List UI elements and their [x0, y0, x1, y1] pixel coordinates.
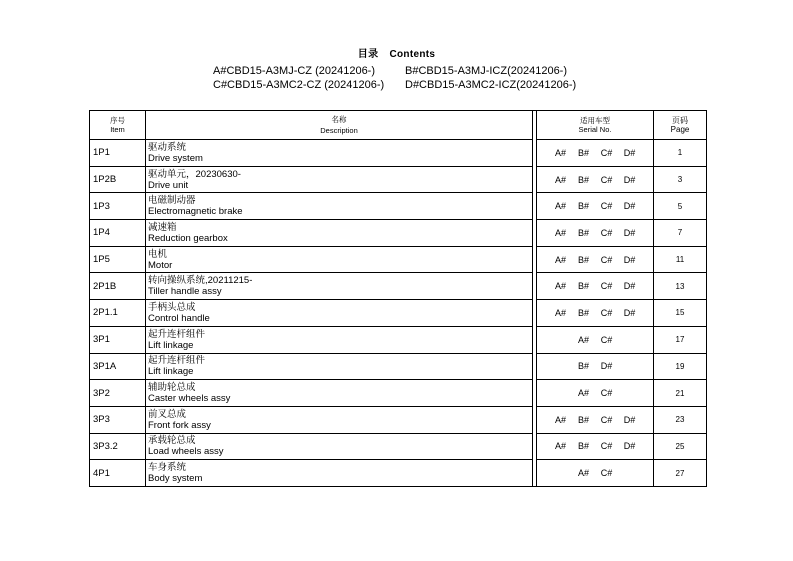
serial-code: A#	[554, 227, 566, 238]
table-row	[90, 273, 707, 300]
serial-code: B#	[577, 414, 589, 425]
table-row	[90, 406, 707, 433]
table-row	[90, 353, 707, 380]
description-cn: 辅助轮总成	[148, 382, 196, 394]
serial-code: B#	[577, 147, 589, 158]
item-number: 3P2	[90, 380, 146, 407]
serial-numbers	[537, 166, 654, 193]
serial-code: C#	[600, 388, 613, 399]
serial-code: A#	[554, 174, 566, 185]
page-number[interactable]: 13	[654, 273, 707, 300]
serial-code: A#	[554, 254, 566, 265]
serial-code: D#	[623, 174, 636, 185]
description	[146, 433, 533, 460]
description	[146, 460, 533, 487]
page-number[interactable]: 1	[654, 140, 707, 167]
header-page-cn: 页码	[672, 116, 688, 125]
description-en: Reduction gearbox	[148, 232, 228, 244]
serial-code: B#	[577, 254, 589, 265]
model-c: C#CBD15-A3MC2-CZ (20241206-)	[213, 79, 385, 91]
item-number: 3P1A	[90, 353, 146, 380]
table-row	[90, 326, 707, 353]
serial-code: B#	[577, 201, 589, 212]
contents-table	[89, 110, 707, 487]
serial-numbers	[537, 300, 654, 327]
item-number: 2P1.1	[90, 300, 146, 327]
description	[146, 193, 533, 220]
item-number: 4P1	[90, 460, 146, 487]
serial-numbers	[537, 193, 654, 220]
serial-code: B#	[577, 441, 589, 452]
serial-code: C#	[600, 227, 613, 238]
table-row	[90, 460, 707, 487]
item-number: 2P1B	[90, 273, 146, 300]
serial-numbers	[537, 406, 654, 433]
page-number[interactable]: 15	[654, 300, 707, 327]
table-row	[90, 140, 707, 167]
title-en: Contents	[389, 49, 436, 60]
serial-code: C#	[600, 254, 613, 265]
table-row	[90, 220, 707, 247]
item-number: 1P2B	[90, 166, 146, 193]
serial-code: D#	[623, 227, 636, 238]
serial-code: A#	[554, 281, 566, 292]
page-number[interactable]: 11	[654, 246, 707, 273]
serial-code: A#	[577, 334, 589, 345]
serial-code: A#	[577, 388, 589, 399]
description-en: Caster wheels assy	[148, 393, 231, 405]
table-row	[90, 246, 707, 273]
serial-code: C#	[600, 281, 613, 292]
serial-code: D#	[623, 307, 636, 318]
page-number[interactable]: 5	[654, 193, 707, 220]
description	[146, 220, 533, 247]
header-page-en: Page	[670, 125, 690, 134]
description	[146, 246, 533, 273]
table-row	[90, 433, 707, 460]
model-b: B#CBD15-A3MJ-ICZ(20241206-)	[405, 65, 568, 77]
serial-numbers	[537, 460, 654, 487]
serial-code: D#	[623, 281, 636, 292]
serial-code: A#	[554, 414, 566, 425]
page-number[interactable]: 21	[654, 380, 707, 407]
header-serial	[537, 111, 654, 140]
description	[146, 300, 533, 327]
header-description	[146, 111, 533, 140]
description	[146, 380, 533, 407]
serial-code: D#	[600, 361, 613, 372]
description	[146, 273, 533, 300]
description-cn: 承载轮总成	[148, 435, 196, 447]
serial-code: B#	[577, 174, 589, 185]
description-en: Tiller handle assy	[148, 286, 222, 298]
serial-code: C#	[600, 147, 613, 158]
header-item	[90, 111, 146, 140]
description-cn: 车身系统	[148, 462, 187, 474]
description	[146, 406, 533, 433]
serial-code: A#	[554, 441, 566, 452]
description	[146, 326, 533, 353]
page-number[interactable]: 17	[654, 326, 707, 353]
header-item-en: Item	[110, 125, 125, 134]
serial-code: C#	[600, 414, 613, 425]
description-cn: 电机	[148, 248, 168, 260]
description-en: Drive system	[148, 152, 203, 164]
serial-code: A#	[554, 201, 566, 212]
description	[146, 353, 533, 380]
description-en: Electromagnetic brake	[148, 206, 243, 218]
header-serial-cn: 适用车型	[580, 116, 610, 125]
header-item-cn: 序号	[110, 116, 125, 125]
description-en: Body system	[148, 473, 203, 485]
description	[146, 166, 533, 193]
serial-code: C#	[600, 307, 613, 318]
description-cn: 驱动单元，20230630-	[148, 168, 241, 180]
description-en: Lift linkage	[148, 339, 194, 351]
description-en: Control handle	[148, 312, 210, 324]
description-cn: 起升连杆组件	[148, 328, 206, 340]
item-number: 3P1	[90, 326, 146, 353]
serial-numbers	[537, 380, 654, 407]
page-number[interactable]: 23	[654, 406, 707, 433]
serial-code: D#	[623, 201, 636, 212]
description-cn: 前叉总成	[148, 408, 187, 420]
description-en: Load wheels assy	[148, 446, 224, 458]
serial-numbers	[537, 140, 654, 167]
header-serial-en: Serial No.	[578, 125, 612, 134]
serial-code: A#	[577, 468, 589, 479]
description	[146, 140, 533, 167]
description-en: Lift linkage	[148, 366, 194, 378]
model-row	[213, 64, 593, 78]
serial-code: B#	[577, 361, 589, 372]
item-number: 1P4	[90, 220, 146, 247]
serial-code: B#	[577, 307, 589, 318]
serial-code: A#	[554, 307, 566, 318]
item-number: 3P3	[90, 406, 146, 433]
serial-numbers	[537, 353, 654, 380]
title-cn: 目录	[357, 49, 379, 60]
table-row	[90, 380, 707, 407]
header-desc-en: Description	[320, 126, 358, 135]
serial-code: D#	[623, 254, 636, 265]
page-number[interactable]: 27	[654, 460, 707, 487]
page-number[interactable]: 3	[654, 166, 707, 193]
model-a: A#CBD15-A3MJ-CZ (20241206-)	[213, 65, 376, 77]
serial-numbers	[537, 326, 654, 353]
description-cn: 驱动系统	[148, 141, 187, 153]
serial-code: D#	[623, 441, 636, 452]
serial-numbers	[537, 433, 654, 460]
model-row	[213, 78, 593, 92]
serial-code: B#	[577, 227, 589, 238]
serial-numbers	[537, 273, 654, 300]
description-cn: 电磁制动器	[148, 195, 196, 207]
serial-numbers	[537, 220, 654, 247]
serial-numbers	[537, 246, 654, 273]
serial-code: D#	[623, 414, 636, 425]
item-number: 3P3.2	[90, 433, 146, 460]
item-number: 1P5	[90, 246, 146, 273]
page-number[interactable]: 7	[654, 220, 707, 247]
table-header-row	[90, 111, 707, 140]
serial-code: C#	[600, 201, 613, 212]
page-number[interactable]: 25	[654, 433, 707, 460]
model-list	[213, 64, 593, 92]
item-number: 1P1	[90, 140, 146, 167]
serial-code: A#	[554, 147, 566, 158]
header-desc-cn: 名称	[331, 115, 347, 124]
serial-code: C#	[600, 468, 613, 479]
model-d: D#CBD15-A3MC2-ICZ(20241206-)	[405, 79, 577, 91]
table-row	[90, 166, 707, 193]
serial-code: C#	[600, 334, 613, 345]
header-page	[654, 111, 707, 140]
item-number: 1P3	[90, 193, 146, 220]
page-title	[0, 45, 793, 60]
serial-code: D#	[623, 147, 636, 158]
description-cn: 减速箱	[148, 221, 177, 233]
table-row	[90, 300, 707, 327]
description-en: Front fork assy	[148, 419, 211, 431]
serial-code: C#	[600, 441, 613, 452]
table-row	[90, 193, 707, 220]
serial-code: B#	[577, 281, 589, 292]
description-cn: 起升连杆组件	[148, 355, 206, 367]
description-en: Motor	[148, 259, 173, 271]
description-en: Drive unit	[148, 179, 189, 191]
description-cn: 转向操纵系统,20211215-	[148, 275, 253, 287]
serial-code: C#	[600, 174, 613, 185]
description-cn: 手柄头总成	[148, 301, 196, 313]
page-number[interactable]: 19	[654, 353, 707, 380]
